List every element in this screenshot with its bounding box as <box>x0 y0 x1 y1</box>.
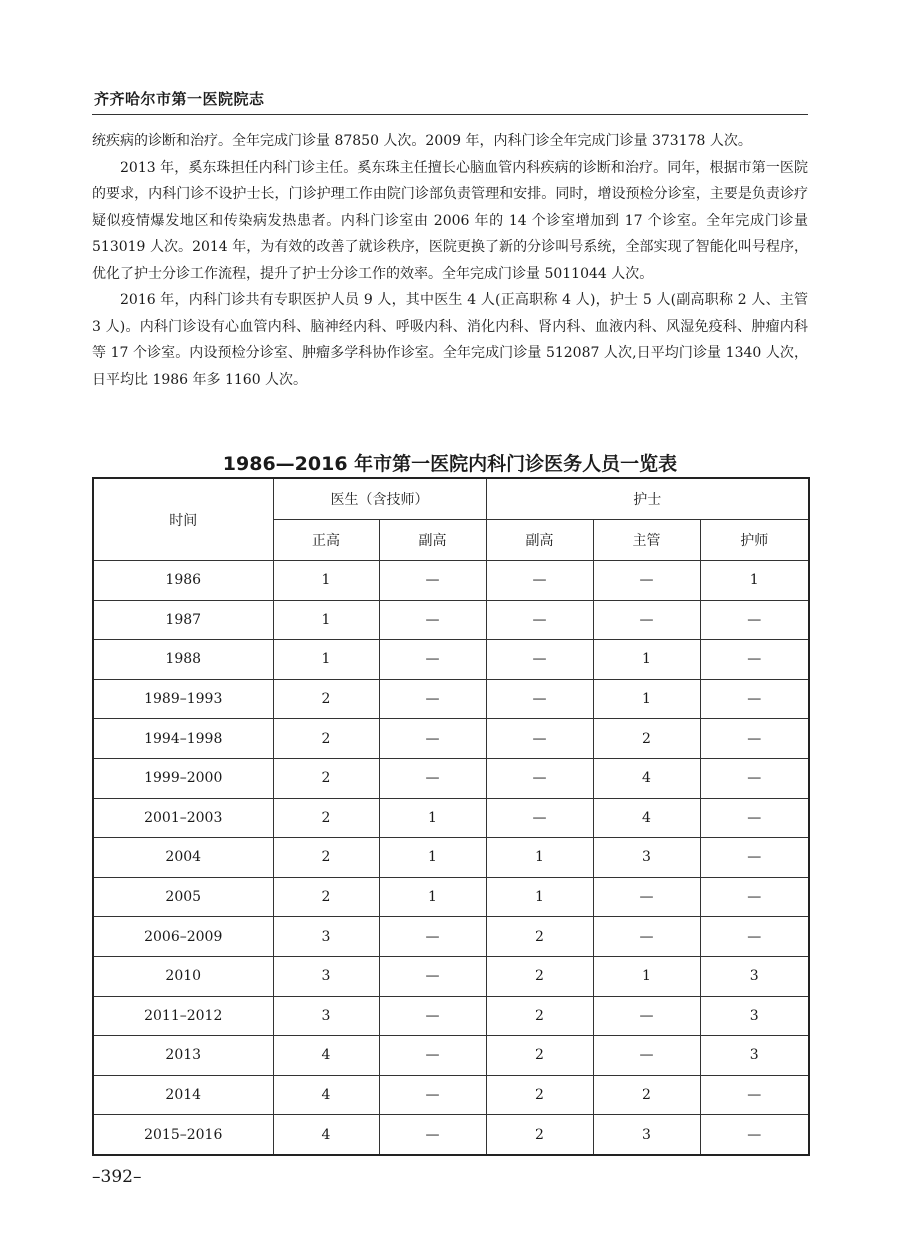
cell-nurse-nurse: 3 <box>700 956 809 996</box>
cell-doctor-associate: — <box>379 758 486 798</box>
cell-nurse-nurse: — <box>700 600 809 640</box>
cell-doctor-associate: 1 <box>379 877 486 917</box>
cell-nurse-associate: 2 <box>486 996 593 1036</box>
cell-doctor-associate: 1 <box>379 838 486 878</box>
cell-time: 2001–2003 <box>93 798 273 838</box>
cell-nurse-nurse: — <box>700 877 809 917</box>
cell-doctor-associate: — <box>379 1075 486 1115</box>
cell-nurse-associate: — <box>486 798 593 838</box>
cell-doctor-associate: — <box>379 1115 486 1155</box>
cell-nurse-associate: — <box>486 719 593 759</box>
cell-nurse-nurse: — <box>700 640 809 680</box>
cell-doctor-senior: 2 <box>273 679 379 719</box>
cell-doctor-senior: 2 <box>273 719 379 759</box>
cell-doctor-senior: 4 <box>273 1036 379 1076</box>
cell-time: 1987 <box>93 600 273 640</box>
cell-nurse-associate: 1 <box>486 838 593 878</box>
cell-nurse-supervisor: 1 <box>593 956 700 996</box>
cell-nurse-supervisor: — <box>593 996 700 1036</box>
cell-time: 2015–2016 <box>93 1115 273 1155</box>
cell-nurse-supervisor: — <box>593 561 700 601</box>
header-nurse-group: 护士 <box>486 478 809 520</box>
cell-time: 1989–1993 <box>93 679 273 719</box>
table-row <box>93 561 809 601</box>
table-row <box>93 996 809 1036</box>
table-row <box>93 877 809 917</box>
cell-nurse-supervisor: — <box>593 1036 700 1076</box>
cell-time: 2013 <box>93 1036 273 1076</box>
cell-time: 2011–2012 <box>93 996 273 1036</box>
cell-nurse-supervisor: 3 <box>593 1115 700 1155</box>
cell-nurse-nurse: — <box>700 838 809 878</box>
cell-nurse-supervisor: 1 <box>593 640 700 680</box>
paragraph-2013: 2013 年，奚东珠担任内科门诊主任。奚东珠主任擅长心脑血管内科疾病的诊断和治疗。同年，根据市第一医院的要求，内科门诊不设护士长，门诊护理工作由院门诊部负责管理和安排。同时，增设预检分诊室，主要是负责诊疗疑似疫情爆发地区和传染病发热患者。内科门诊室由 2006 年的 14 个诊室增加到 17 个诊室。全年完成门诊量 513019 人次。2014 年，为有效的改善了就诊秩序，医院更换了新的分诊叫号系统，全部实现了智能化叫号程序，优化了护士分诊工作流程，提升了护士分诊工作的效率。全年完成门诊量 5011044 人次。 <box>92 159 808 282</box>
cell-nurse-associate: 1 <box>486 877 593 917</box>
staff-table <box>92 477 810 1156</box>
cell-nurse-nurse: — <box>700 1115 809 1155</box>
header-nurse-nurse: 护师 <box>700 520 809 561</box>
header-doctor-associate: 副高 <box>379 520 486 561</box>
cell-nurse-supervisor: 4 <box>593 798 700 838</box>
table-row <box>93 917 809 957</box>
table-row <box>93 719 809 759</box>
cell-time: 1999–2000 <box>93 758 273 798</box>
cell-doctor-senior: 1 <box>273 600 379 640</box>
cell-nurse-associate: 2 <box>486 1075 593 1115</box>
cell-doctor-senior: 2 <box>273 798 379 838</box>
cell-nurse-nurse: — <box>700 679 809 719</box>
cell-doctor-associate: — <box>379 561 486 601</box>
header-time: 时间 <box>93 478 273 561</box>
cell-doctor-senior: 3 <box>273 956 379 996</box>
cell-nurse-supervisor: 4 <box>593 758 700 798</box>
cell-nurse-nurse: 3 <box>700 996 809 1036</box>
cell-doctor-senior: 3 <box>273 996 379 1036</box>
cell-nurse-nurse: — <box>700 719 809 759</box>
cell-nurse-supervisor: 2 <box>593 1075 700 1115</box>
cell-nurse-associate: 2 <box>486 1036 593 1076</box>
cell-nurse-supervisor: 1 <box>593 679 700 719</box>
table-row <box>93 600 809 640</box>
cell-doctor-associate: — <box>379 719 486 759</box>
cell-nurse-associate: — <box>486 640 593 680</box>
cell-nurse-supervisor: 2 <box>593 719 700 759</box>
cell-doctor-senior: 4 <box>273 1115 379 1155</box>
cell-time: 2005 <box>93 877 273 917</box>
cell-doctor-senior: 2 <box>273 838 379 878</box>
cell-nurse-associate: — <box>486 679 593 719</box>
cell-doctor-associate: — <box>379 996 486 1036</box>
cell-nurse-associate: 2 <box>486 956 593 996</box>
running-head-title: 齐齐哈尔市第一医院院志 <box>94 90 265 108</box>
page-number: –392– <box>92 1167 142 1187</box>
cell-nurse-supervisor: — <box>593 877 700 917</box>
cell-nurse-nurse: — <box>700 1075 809 1115</box>
cell-time: 2010 <box>93 956 273 996</box>
cell-doctor-associate: — <box>379 956 486 996</box>
header-doctor-group: 医生（含技师） <box>273 478 486 520</box>
cell-nurse-associate: 2 <box>486 1115 593 1155</box>
cell-nurse-nurse: 3 <box>700 1036 809 1076</box>
cell-nurse-nurse: — <box>700 758 809 798</box>
cell-time: 1994–1998 <box>93 719 273 759</box>
cell-nurse-supervisor: — <box>593 600 700 640</box>
cell-doctor-senior: 2 <box>273 877 379 917</box>
cell-nurse-nurse: 1 <box>700 561 809 601</box>
cell-doctor-associate: — <box>379 1036 486 1076</box>
table-body <box>93 561 809 1155</box>
cell-nurse-associate: — <box>486 758 593 798</box>
body-text <box>92 128 808 393</box>
table-row <box>93 1036 809 1076</box>
cell-nurse-supervisor: 3 <box>593 838 700 878</box>
cell-nurse-nurse: — <box>700 798 809 838</box>
cell-time: 2014 <box>93 1075 273 1115</box>
cell-nurse-nurse: — <box>700 917 809 957</box>
table-title: 1986—2016 年市第一医院内科门诊医务人员一览表 <box>222 453 678 475</box>
table-row <box>93 1115 809 1155</box>
cell-time: 1986 <box>93 561 273 601</box>
cell-nurse-associate: 2 <box>486 917 593 957</box>
cell-doctor-senior: 1 <box>273 561 379 601</box>
header-doctor-senior: 正高 <box>273 520 379 561</box>
cell-doctor-associate: — <box>379 679 486 719</box>
cell-nurse-supervisor: — <box>593 917 700 957</box>
paragraph-2016: 2016 年，内科门诊共有专职医护人员 9 人，其中医生 4 人(正高职称 4 人)，护士 5 人(副高职称 2 人、主管 3 人)。内科门诊设有心血管内科、脑神经内科、呼吸内科、消化内科、肾内科、血液内科、风湿免疫科、肿瘤内科等 17 个诊室。内设预检分诊室、肿瘤多学科协作诊室。全年完成门诊量 512087 人次,日平均门诊量 1340 人次，日平均比 1986 年多 1160 人次。 <box>92 292 808 388</box>
table-row <box>93 798 809 838</box>
cell-doctor-senior: 4 <box>273 1075 379 1115</box>
cell-nurse-associate: — <box>486 600 593 640</box>
table-row <box>93 956 809 996</box>
cell-time: 1988 <box>93 640 273 680</box>
cell-time: 2006–2009 <box>93 917 273 957</box>
cell-doctor-senior: 2 <box>273 758 379 798</box>
table-row <box>93 838 809 878</box>
cell-doctor-associate: — <box>379 600 486 640</box>
table-row <box>93 1075 809 1115</box>
header-nurse-associate: 副高 <box>486 520 593 561</box>
cell-doctor-associate: — <box>379 917 486 957</box>
cell-doctor-associate: 1 <box>379 798 486 838</box>
table-row <box>93 679 809 719</box>
table-row <box>93 640 809 680</box>
cell-doctor-senior: 3 <box>273 917 379 957</box>
cell-nurse-associate: — <box>486 561 593 601</box>
table-row <box>93 758 809 798</box>
paragraph-continued: 统疾病的诊断和治疗。全年完成门诊量 87850 人次。2009 年，内科门诊全年完成门诊量 373178 人次。 <box>92 133 752 149</box>
cell-doctor-senior: 1 <box>273 640 379 680</box>
cell-time: 2004 <box>93 838 273 878</box>
header-nurse-supervisor: 主管 <box>593 520 700 561</box>
header-rule <box>92 114 808 115</box>
cell-doctor-associate: — <box>379 640 486 680</box>
